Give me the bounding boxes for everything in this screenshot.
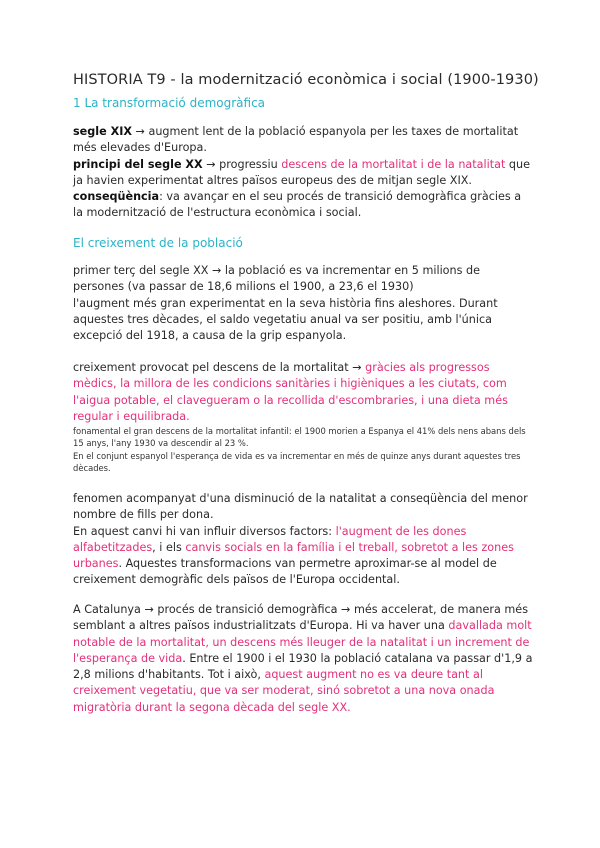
natality-paragraph <box>73 491 533 589</box>
label-principi-segle-xx: principi del segle XX <box>73 157 203 171</box>
mortality-notes <box>73 425 533 474</box>
intro-paragraph <box>73 124 533 222</box>
label-segle-xix: segle XIX <box>73 125 132 138</box>
text-consequencia: : va avançar en el seu procés de transició demogràfica gràcies a la modernització de l'estructura econòmica i social. <box>73 190 522 220</box>
text-segment: A Catalunya → procés de transició demogràfica → més accelerat, de manera més semblant a altres països industrialitzats d'Europa. Hi va haver una <box>73 603 529 633</box>
text-segment: creixement provocat pel descens de la mortalitat → <box>73 361 366 374</box>
text-segment: → progressiu <box>202 157 282 171</box>
section-heading-growth: El creixement de la població <box>73 236 243 250</box>
highlight-text: descens de la mortalitat i de la natalitat <box>281 157 506 171</box>
catalunya-paragraph <box>73 602 533 716</box>
growth-line-2: l'augment més gran experimentat en la seva història fins aleshores. Durant aquestes tres dècades, el saldo vegetatiu anual va ser positiu, amb l'única excepció del 1918, a causa de la grip espanyola. <box>73 296 498 343</box>
text-segment: . Entre el 1900 i el 1930 la població catalana va passar d'1,9 a 2,8 milions d'habitants. Tot i això, <box>73 651 533 682</box>
text-segment: . Aquestes transformacions van permetre aproximar-se al model de creixement demogràfic dels països de l'Europa occidental. <box>73 557 497 587</box>
section-heading-demographic: 1 La transformació demogràfica <box>73 96 266 110</box>
note-life-expectancy: En el conjunt espanyol l'esperança de vida es va incrementar en més de quinze anys durant aquestes tres dècades. <box>73 450 521 473</box>
highlight-text: aquest augment no es va deure tant al creixement vegetatiu, que va ser moderat, sinó sobretot a una nova onada migratòria durant la segona dècada del segle XX. <box>73 668 495 714</box>
note-infant-mortality: fonamental el gran descens de la mortalitat infantil: el 1900 morien a Espanya el 41% dels nens abans dels 15 anys, l'any 1930 va descendir al 23 %. <box>73 426 526 449</box>
text-segment: que ja havien experimentat altres països europeus des de mitjan segle XIX. <box>73 157 531 187</box>
mortality-paragraph <box>73 360 533 425</box>
document-title: HISTORIA T9 - la modernització econòmica i social (1900-1930) <box>73 72 539 88</box>
growth-paragraph <box>73 263 533 344</box>
text-segment: , i els <box>152 540 186 554</box>
highlight-text: canvis socials en la família i el treball, sobretot a les zones urbanes <box>73 540 514 571</box>
highlight-text: davallada molt notable de la mortalitat, un descens més lleuger de la natalitat i un increment de l'esperança de vida <box>73 619 532 665</box>
growth-line-1: primer terç del segle XX → la població es va incrementar en 5 milions de persones (va passar de 18,6 milions el 1900, a 23,6 el 1930) <box>73 264 480 294</box>
highlight-text: l'augment de les dones alfabetitzades <box>73 524 467 554</box>
natality-line-1: fenomen acompanyat d'una disminució de la natalitat a conseqüència del menor nombre de fills per dona. <box>73 492 528 522</box>
text-segle-xix: → augment lent de la població espanyola per les taxes de mortalitat més elevades d'Europa. <box>73 125 519 155</box>
highlight-text: gràcies als progressos mèdics, la millora de les condicions sanitàries i higièniques a les ciutats, com l'aigua potable, el clavegueram o la recollida d'escombraries, i una dieta més regular i equilibrada. <box>73 361 508 423</box>
text-segment: En aquest canvi hi van influir diversos factors: <box>73 524 336 538</box>
label-consequencia: conseqüència <box>73 190 160 204</box>
